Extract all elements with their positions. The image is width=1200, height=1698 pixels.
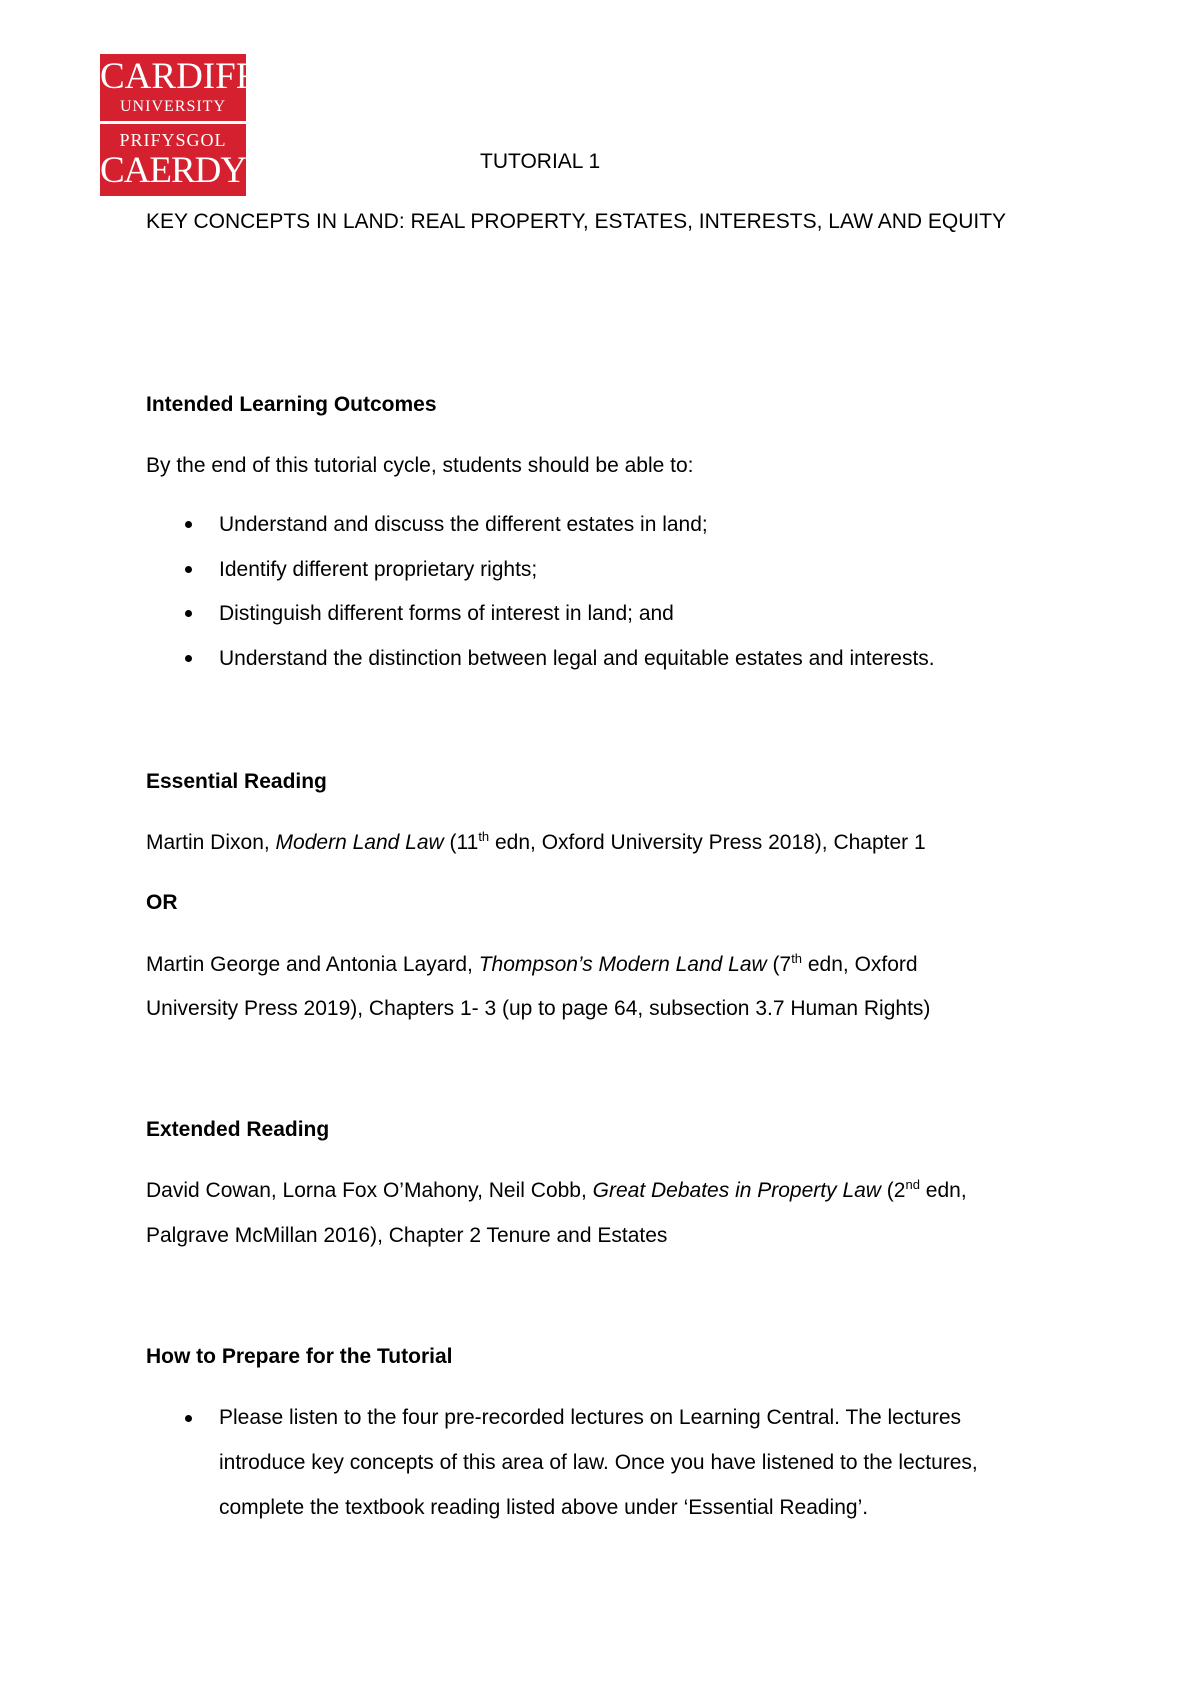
outcome-item: Understand and discuss the different estates in land; — [219, 513, 708, 536]
extended-reading-heading: Extended Reading — [146, 1118, 330, 1141]
page-title: KEY CONCEPTS IN LAND: REAL PROPERTY, ESTATES, INTERESTS, LAW AND EQUITY — [146, 210, 1007, 233]
essential-reading-heading: Essential Reading — [146, 770, 327, 793]
prepare-item-line: introduce key concepts of this area of law. Once you have listened to the lectures, — [219, 1451, 978, 1474]
essential-ref-2-line-1 — [146, 952, 918, 978]
prepare-heading: How to Prepare for the Tutorial — [146, 1345, 453, 1368]
ref-title: Great Debates in Property Law — [592, 1179, 881, 1202]
ref-edition: (11 — [443, 831, 479, 854]
tutorial-number: TUTORIAL 1 — [480, 150, 601, 173]
cardiff-university-logo — [100, 54, 298, 196]
essential-ref-1 — [146, 830, 926, 856]
bullet-icon — [185, 521, 192, 528]
logo-line-1: CARDIFF — [100, 56, 257, 97]
logo-line-4: CAERDYDD — [100, 150, 298, 191]
essential-ref-2-line-2: University Press 2019), Chapters 1- 3 (up to page 64, subsection 3.7 Human Rights) — [146, 997, 931, 1020]
bullet-icon — [185, 1415, 192, 1422]
ref-author: Martin Dixon, — [146, 831, 276, 854]
ref-title: Modern Land Law — [275, 831, 444, 854]
ref-title: Thompson’s Modern Land Law — [478, 953, 767, 976]
ref-publisher: edn, Oxford — [802, 953, 918, 976]
logo-line-2: UNIVERSITY — [120, 98, 226, 115]
ref-author: Martin George and Antonia Layard, — [146, 953, 479, 976]
ref-edition-suffix: nd — [905, 1177, 920, 1192]
logo-divider — [100, 121, 246, 124]
outcome-item: Identify different proprietary rights; — [219, 558, 538, 581]
bullet-icon — [185, 610, 192, 617]
outcome-item: Understand the distinction between legal and equitable estates and interests. — [219, 647, 935, 670]
outcome-item: Distinguish different forms of interest in land; and — [219, 602, 674, 625]
ref-edition: (7 — [766, 953, 792, 976]
or-label: OR — [146, 891, 178, 914]
ref-publisher: edn, — [919, 1179, 967, 1202]
ref-edition-suffix: th — [791, 951, 803, 966]
extended-ref-line-1 — [146, 1178, 967, 1204]
prepare-item-line: complete the textbook reading listed above under ‘Essential Reading’. — [219, 1496, 869, 1519]
outcomes-intro: By the end of this tutorial cycle, students should be able to: — [146, 454, 694, 477]
ref-publisher: edn, Oxford University Press 2018), Chapter 1 — [489, 831, 926, 854]
outcomes-heading: Intended Learning Outcomes — [146, 393, 437, 416]
bullet-icon — [185, 566, 192, 573]
extended-ref-line-2: Palgrave McMillan 2016), Chapter 2 Tenure and Estates — [146, 1224, 668, 1247]
bullet-icon — [185, 655, 192, 662]
ref-edition: (2 — [880, 1179, 906, 1202]
ref-author: David Cowan, Lorna Fox O’Mahony, Neil Cobb, — [146, 1179, 593, 1202]
prepare-item-line: Please listen to the four pre-recorded lectures on Learning Central. The lectures — [219, 1406, 962, 1429]
logo-line-3: PRIFYSGOL — [119, 130, 227, 150]
ref-edition-suffix: th — [478, 829, 490, 844]
